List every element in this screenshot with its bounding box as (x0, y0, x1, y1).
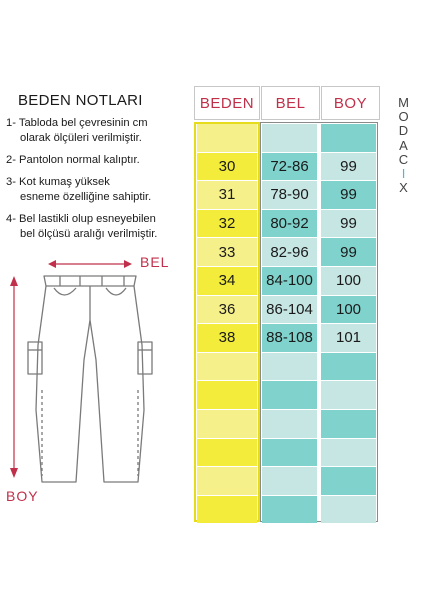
cell-boy: 100 (321, 296, 376, 324)
cell-bel (262, 381, 317, 409)
cell-bel (262, 467, 317, 495)
cell-beden: 36 (197, 296, 257, 324)
length-arrow (10, 276, 18, 478)
cell-beden (197, 410, 257, 438)
cell-boy: 101 (321, 324, 376, 352)
cell-beden: 32 (197, 210, 257, 238)
brand-letter: I (401, 166, 407, 182)
cell-bel: 78-90 (262, 181, 317, 209)
note-line-3: 2- Pantolon normal kalıptır. (6, 154, 140, 166)
cell-boy: 99 (321, 181, 376, 209)
header-boy: BOY (321, 86, 380, 120)
header-beden: BEDEN (194, 86, 260, 120)
cell-beden: 30 (197, 153, 257, 181)
brand-letter: O (398, 109, 410, 125)
cell-boy: 100 (321, 267, 376, 295)
cell-bel: 84-100 (262, 267, 317, 295)
cell-boy: 99 (321, 210, 376, 238)
cell-boy: 99 (321, 238, 376, 266)
brand-letter: A (399, 137, 409, 153)
cell-beden (197, 353, 257, 381)
cell-boy (321, 410, 376, 438)
cell-beden (197, 467, 257, 495)
note-line-7: bel ölçüsü aralığı verilmiştir. (20, 228, 158, 240)
cell-beden: 38 (197, 324, 257, 352)
brand-letter: X (399, 180, 409, 196)
cell-boy (321, 353, 376, 381)
cell-bel: 86-104 (262, 296, 317, 324)
cell-boy (321, 381, 376, 409)
note-line-1: 1- Tabloda bel çevresinin cm (6, 117, 148, 129)
cell-boy (321, 467, 376, 495)
note-line-6: 4- Bel lastikli olup esneyebilen (6, 213, 156, 225)
cell-beden: 31 (197, 181, 257, 209)
note-line-2: olarak ölçüleri verilmiştir. (20, 132, 142, 144)
note-line-5: esneme özelliğine sahiptir. (20, 191, 152, 203)
cell-boy (321, 496, 376, 524)
cell-boy: 99 (321, 153, 376, 181)
brand-letter: C (398, 151, 410, 167)
cell-bel (262, 496, 317, 524)
brand-logo (396, 96, 412, 195)
cell-beden: 33 (197, 238, 257, 266)
cell-beden: 34 (197, 267, 257, 295)
waist-arrow (48, 260, 132, 268)
length-label: BOY (6, 488, 39, 504)
page-title: BEDEN NOTLARI (18, 92, 143, 109)
brand-letter: M (398, 95, 410, 110)
cell-beden (197, 496, 257, 524)
cell-bel: 72-86 (262, 153, 317, 181)
brand-letter: D (398, 123, 410, 139)
cell-beden (197, 439, 257, 467)
cell-bel (262, 439, 317, 467)
waist-label: BEL (140, 254, 170, 270)
cell-bel (262, 353, 317, 381)
cell-boy (321, 439, 376, 467)
cell-bel: 80-92 (262, 210, 317, 238)
cell-bel (262, 410, 317, 438)
cell-beden (197, 381, 257, 409)
note-line-4: 3- Kot kumaş yüksek (6, 176, 110, 188)
cell-bel: 88-108 (262, 324, 317, 352)
cell-bel: 82-96 (262, 238, 317, 266)
cell-boy (321, 124, 376, 152)
cell-beden (197, 124, 257, 152)
header-bel: BEL (261, 86, 320, 120)
pants-diagram (0, 250, 190, 510)
cell-bel (262, 124, 317, 152)
